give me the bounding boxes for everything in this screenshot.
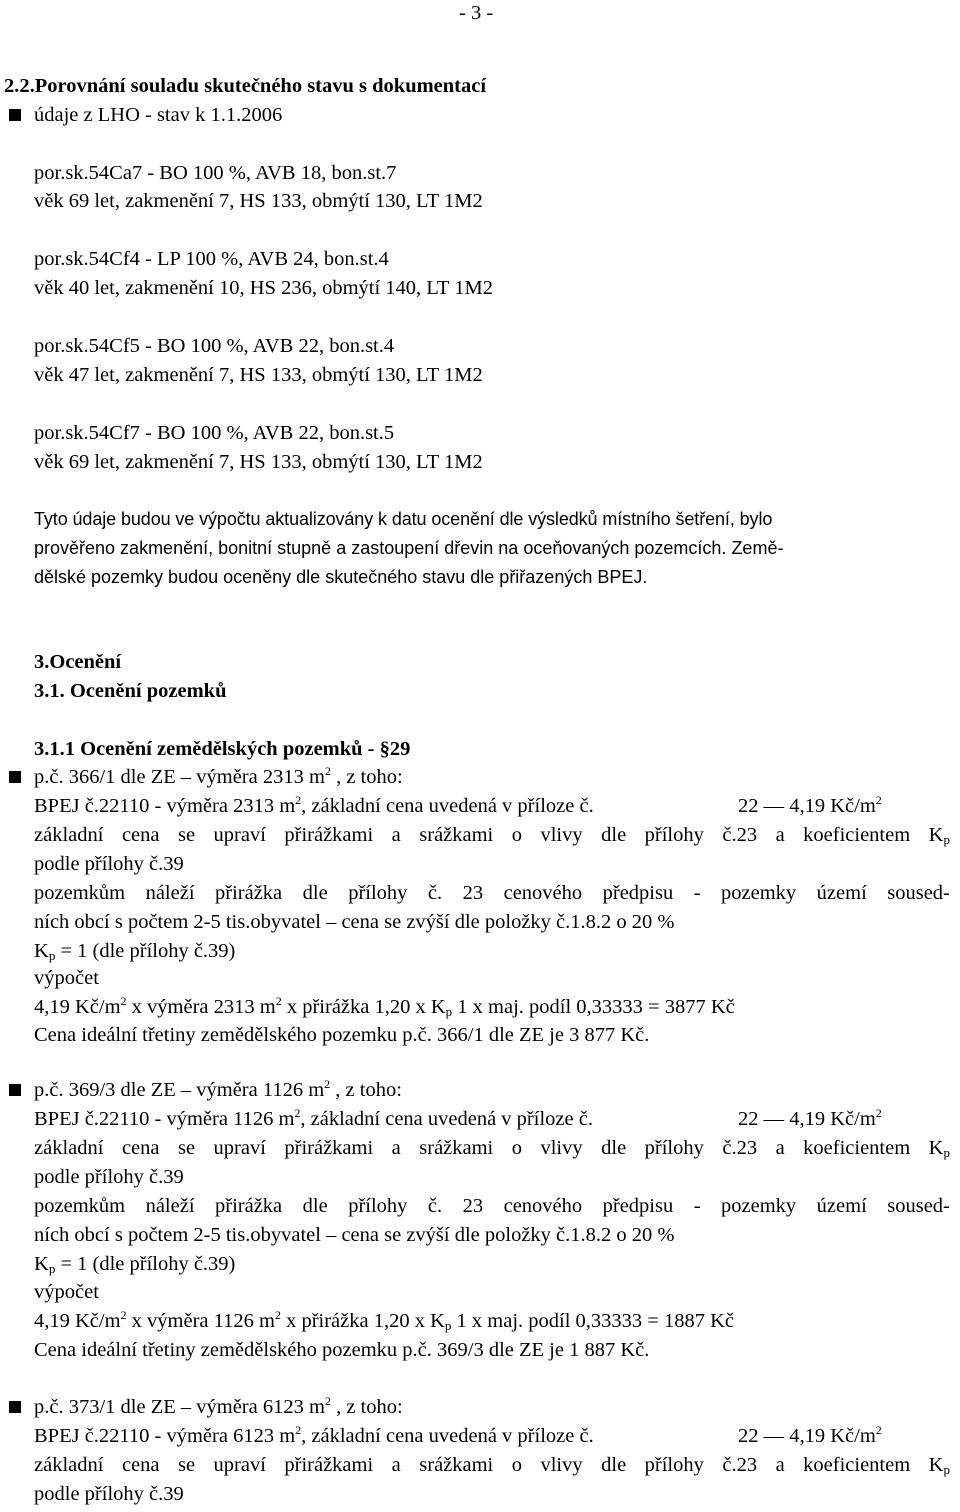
section-3-1-1-heading: 3.1.1 Ocenění zemědělských pozemků - §29 bbox=[34, 738, 411, 760]
lho-bullet-text: údaje z LHO - stav k 1.1.2006 bbox=[34, 104, 283, 126]
paragraph-line: Tyto údaje budou ve výpočtu aktualizovány k datu ocenění dle výsledků místního šetření, bylo bbox=[34, 509, 773, 529]
annex-line: podle přílohy č.39 bbox=[34, 1483, 184, 1505]
page-number: - 3 - bbox=[459, 2, 494, 24]
surcharge-line: pozemkům náleží přirážka dle přílohy č. 23 cenového předpisu - pozemky území soused- bbox=[34, 882, 950, 904]
calc-line: 4,19 $Kč/m^2$ x výměra 1126 $m^2$ x přirážka 1,20 x $K_p$ 1 x maj. podíl 0,33333 = 1887 Kč bbox=[34, 1308, 735, 1333]
stand-line: por.sk.54Cf7 - BO 100 %, AVB 22, bon.st.5 bbox=[34, 422, 395, 444]
section-3-heading: 3.Ocenění bbox=[34, 651, 122, 673]
stand-line: por.sk.54Cf5 - BO 100 %, AVB 22, bon.st.4 bbox=[34, 335, 395, 357]
calc-line: 4,19 $Kč/m^2$ x výměra 2313 $m^2$ x přirážka 1,20 x $K_p$ 1 x maj. podíl 0,33333 = 3877 Kč bbox=[34, 994, 735, 1019]
stand-line: věk 69 let, zakmenění 7, HS 133, obmýtí 130, LT 1M2 bbox=[34, 451, 483, 473]
paragraph-line: prověřeno zakmenění, bonitní stupně a zastoupení dřevin na oceňovaných pozemcích. Země- bbox=[34, 538, 784, 558]
stand-line: věk 69 let, zakmenění 7, HS 133, obmýtí 130, LT 1M2 bbox=[34, 190, 483, 212]
bullet-icon bbox=[9, 109, 21, 121]
annex-line: podle přílohy č.39 bbox=[34, 1166, 184, 1188]
parcel-heading: p.č. 366/1 dle ZE – výměra 2313 $m^2$ , z toho: bbox=[34, 764, 403, 788]
result-line: Cena ideální třetiny zemědělského pozemku p.č. 369/3 dle ZE je 1 887 Kč. bbox=[34, 1339, 650, 1361]
adjustment-line: základní cena se upraví přirážkami a srážkami o vlivy dle přílohy č.23 a koeficientem $K_p$ bbox=[34, 824, 950, 847]
stand-line: věk 47 let, zakmenění 7, HS 133, obmýtí 130, LT 1M2 bbox=[34, 364, 483, 386]
annex-line: podle přílohy č.39 bbox=[34, 853, 184, 875]
bpej-line: BPEJ č.22110 - výměra 2313 $m^2$, základní cena uvedená v příloze č. 22 — 4,19 $Kč/m^2$ bbox=[34, 793, 882, 817]
section-3-1-heading: 3.1. Ocenění pozemků bbox=[34, 680, 227, 702]
stand-line: por.sk.54Cf4 - LP 100 %, AVB 24, bon.st.4 bbox=[34, 248, 389, 270]
base-price: 22 — 4,19 $Kč/m^2$ bbox=[738, 793, 882, 817]
calc-label: výpočet bbox=[34, 967, 99, 989]
bullet-icon bbox=[9, 1401, 21, 1413]
parcel-heading: p.č. 369/3 dle ZE – výměra 1126 $m^2$ , z toho: bbox=[34, 1077, 402, 1101]
adjustment-line: základní cena se upraví přirážkami a srážkami o vlivy dle přílohy č.23 a koeficientem $K_p$ bbox=[34, 1454, 950, 1477]
stand-line: por.sk.54Ca7 - BO 100 %, AVB 18, bon.st.7 bbox=[34, 162, 397, 184]
base-price: 22 — 4,19 $Kč/m^2$ bbox=[738, 1106, 882, 1130]
surcharge-line-2: ních obcí s počtem 2-5 tis.obyvatel – cena se zvýší dle položky č.1.8.2 o 20 % bbox=[34, 1224, 675, 1246]
surcharge-line-2: ních obcí s počtem 2-5 tis.obyvatel – cena se zvýší dle položky č.1.8.2 o 20 % bbox=[34, 911, 675, 933]
section-2-2-heading: 2.2.Porovnání souladu skutečného stavu s dokumentací bbox=[4, 75, 487, 97]
kp-line: $K_p = 1$ (dle přílohy č.39) bbox=[34, 1253, 236, 1276]
bpej-line: BPEJ č.22110 - výměra 1126 $m^2$, základní cena uvedená v příloze č. 22 — 4,19 $Kč/m^2$ bbox=[34, 1106, 882, 1130]
bullet-icon bbox=[9, 771, 21, 783]
adjustment-line: základní cena se upraví přirážkami a srážkami o vlivy dle přílohy č.23 a koeficientem $K_p$ bbox=[34, 1137, 950, 1160]
bullet-icon bbox=[9, 1084, 21, 1096]
result-line: Cena ideální třetiny zemědělského pozemku p.č. 366/1 dle ZE je 3 877 Kč. bbox=[34, 1024, 650, 1046]
base-price: 22 — 4,19 $Kč/m^2$ bbox=[738, 1423, 882, 1447]
bpej-line: BPEJ č.22110 - výměra 6123 $m^2$, základní cena uvedená v příloze č. 22 — 4,19 $Kč/m^2$ bbox=[34, 1423, 882, 1447]
paragraph-line: dělské pozemky budou oceněny dle skutečného stavu dle přiřazených BPEJ. bbox=[34, 567, 648, 587]
surcharge-line: pozemkům náleží přirážka dle přílohy č. 23 cenového předpisu - pozemky území soused- bbox=[34, 1195, 950, 1217]
calc-label: výpočet bbox=[34, 1281, 99, 1303]
kp-line: $K_p = 1$ (dle přílohy č.39) bbox=[34, 940, 236, 963]
parcel-heading: p.č. 373/1 dle ZE – výměra 6123 $m^2$ , z toho: bbox=[34, 1394, 403, 1418]
stand-line: věk 40 let, zakmenění 10, HS 236, obmýtí 140, LT 1M2 bbox=[34, 277, 493, 299]
